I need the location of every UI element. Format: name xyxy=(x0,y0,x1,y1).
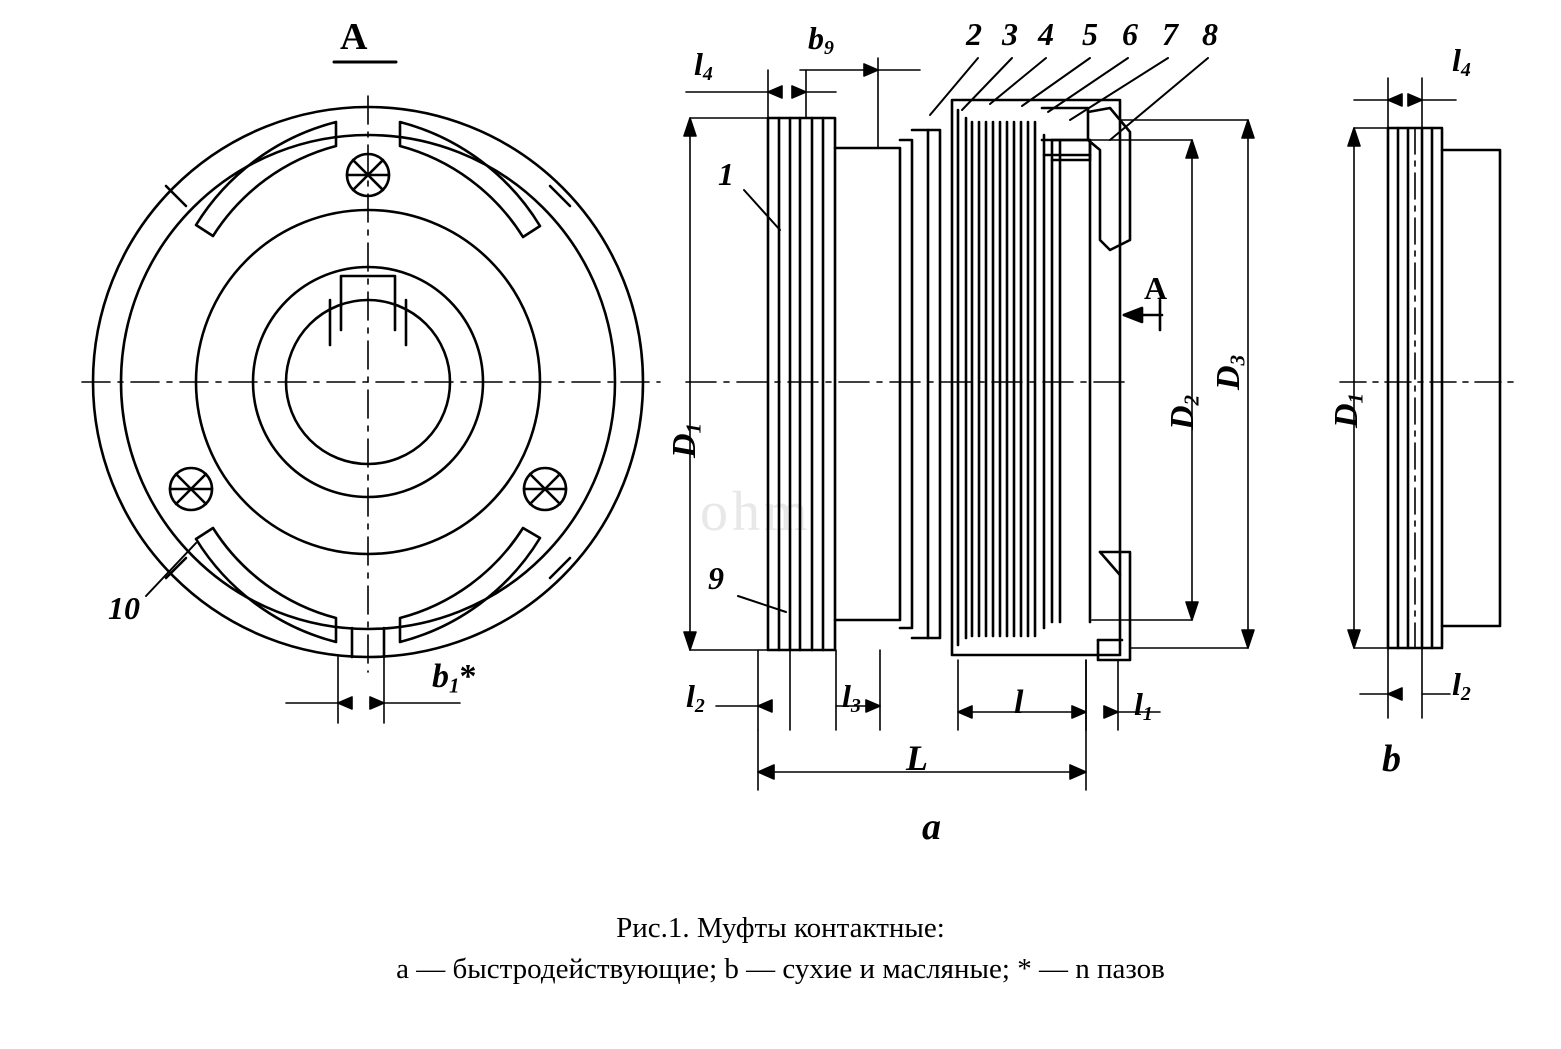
callout-5: 5 xyxy=(1082,16,1098,52)
callout-2: 2 xyxy=(966,16,982,52)
callout-3: 3 xyxy=(1002,16,1018,52)
callout-7: 7 xyxy=(1162,16,1178,52)
dimension-l1 xyxy=(1134,688,1153,725)
dimension-l4-a-sub: 4 xyxy=(702,62,713,85)
callout-4: 4 xyxy=(1038,16,1054,52)
view-b-label: b xyxy=(1382,738,1401,780)
view-a-assembly xyxy=(686,58,1208,660)
dimension-l1-sub: 1 xyxy=(1142,702,1153,725)
callout-1: 1 xyxy=(718,156,734,192)
section-arrow-label: A xyxy=(1144,270,1168,306)
front-view-centerlines xyxy=(82,96,660,672)
dimension-l4-b xyxy=(1452,44,1471,81)
figure-caption-line-2: a — быстродействующие; b — сухие и масляные; * — n пазов xyxy=(396,953,1165,985)
dimension-l1-letter: l xyxy=(1134,686,1143,722)
dimension-b1 xyxy=(432,660,477,696)
dimension-D1-a-sub: 1 xyxy=(681,422,706,434)
dimension-b9 xyxy=(808,22,834,59)
dimension-l4-a-letter: l xyxy=(694,46,703,82)
view-a-label: a xyxy=(922,806,941,848)
dimension-l2-b xyxy=(1452,668,1471,705)
watermark: ohm xyxy=(700,481,812,543)
dimension-D1-b xyxy=(1330,393,1366,428)
dimension-D1-a-letter: D xyxy=(666,433,703,458)
dimension-D2-sub: 2 xyxy=(1179,394,1204,406)
dimension-l3 xyxy=(842,680,861,717)
dimension-D1-a xyxy=(668,423,704,458)
callout-9: 9 xyxy=(708,560,724,596)
dimension-l2-a-sub: 2 xyxy=(694,694,705,717)
dimension-D2 xyxy=(1166,395,1202,430)
dimension-D3-sub: 3 xyxy=(1225,354,1250,366)
dimension-l2-b-sub: 2 xyxy=(1460,682,1471,705)
dimension-b1-star: * xyxy=(459,658,477,695)
dimension-D3 xyxy=(1212,355,1248,390)
callout-10: 10 xyxy=(108,590,140,626)
dimension-D1-b-letter: D xyxy=(1328,403,1365,428)
dimension-D3-letter: D xyxy=(1210,365,1247,390)
dimension-l2-a xyxy=(686,680,705,717)
dimension-l3-letter: l xyxy=(842,678,851,714)
dimension-L: L xyxy=(906,738,928,778)
dimension-l2-a-letter: l xyxy=(686,678,695,714)
dimension-D2-letter: D xyxy=(1164,405,1201,430)
dimension-b1-letter: b xyxy=(432,658,449,695)
figure-caption-line-1: Рис.1. Муфты контактные: xyxy=(616,912,945,944)
dimension-b1-sub: 1 xyxy=(449,673,460,698)
dimension-l2-b-letter: l xyxy=(1452,666,1461,702)
dimension-b9-letter: b xyxy=(808,20,824,56)
dimension-b9-sub: 9 xyxy=(824,36,834,59)
view-b-assembly xyxy=(1340,128,1520,648)
dimension-l3-sub: 3 xyxy=(850,694,861,717)
callout-8: 8 xyxy=(1202,16,1218,52)
dimension-D1-b-sub: 1 xyxy=(1343,392,1368,404)
callout-6: 6 xyxy=(1122,16,1138,52)
front-view-label-a: A xyxy=(340,16,368,58)
dimension-l: l xyxy=(1014,684,1024,721)
dimension-l4-b-letter: l xyxy=(1452,42,1461,78)
dimension-l4-b-sub: 4 xyxy=(1460,58,1471,81)
dimension-l4-a xyxy=(694,48,713,85)
leader-10 xyxy=(146,543,196,596)
